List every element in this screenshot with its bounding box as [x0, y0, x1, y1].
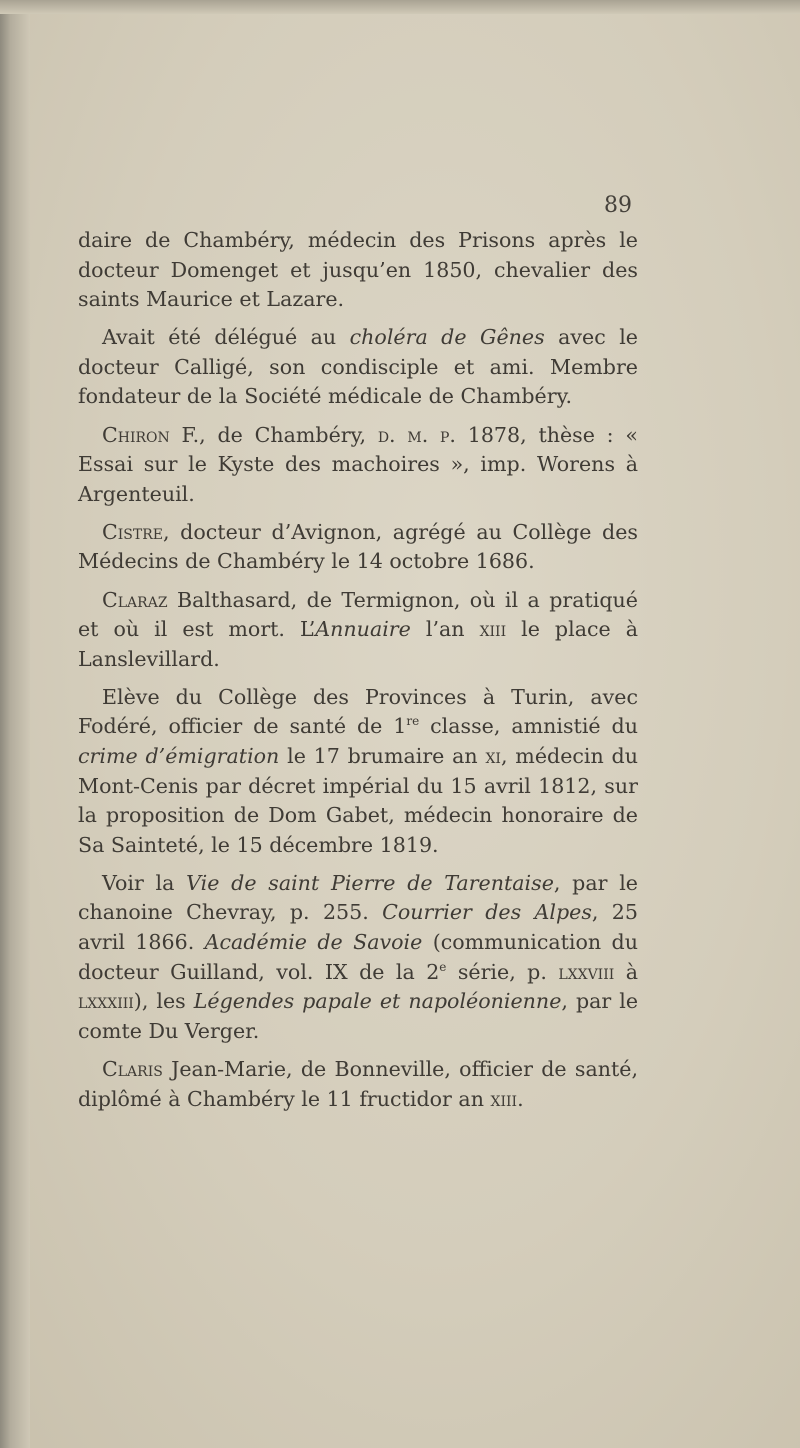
surname-claris: Claris: [102, 1056, 163, 1081]
surname-chiron: Chiron: [102, 422, 170, 447]
page-top-edge: [0, 0, 800, 14]
year-xiii: xiii: [479, 617, 507, 642]
superscript-re: re: [406, 714, 420, 729]
degree-abbrev: d. m. p.: [377, 422, 456, 447]
italic-legendes: Légendes papale et napoléonienne: [193, 989, 562, 1014]
italic-annuaire: Annuaire: [315, 617, 411, 642]
page-lxxxiii: lxxxiii: [78, 989, 134, 1014]
entry-chiron: Chiron F., de Chambéry, d. m. p. 1878, thèse : « Essai sur le Kyste des machoires », imp. Worens à Argenteuil.: [78, 422, 638, 506]
italic-academie-de-savoie: Académie de Savoie: [204, 930, 423, 955]
paragraph-cholera-delegation: Avait été délégué au choléra de Gênes avec le docteur Calligé, son condisciple et ami. Membre fondateur de la Société médicale de Chambéry.: [78, 325, 638, 409]
italic-courrier-des-alpes: Courrier des Alpes: [382, 900, 592, 925]
year-xi: xi: [485, 744, 501, 768]
entry-claraz: Claraz Balthasard, de Termignon, où il a pratiqué et où il est mort. L’Annuaire l’an xiii le place à Lanslevillard.: [78, 587, 638, 671]
italic-vie-de-saint-pierre: Vie de saint Pierre de Tarentaise: [186, 870, 554, 895]
superscript-e: e: [439, 959, 447, 974]
surname-cistre: Cistre: [102, 519, 163, 544]
page-lxxviii: lxxviii: [558, 959, 615, 984]
entry-claris: Claris Jean-Marie, de Bonneville, officier de santé, diplômé à Chambéry le 11 fructidor an xiii.: [78, 1056, 638, 1111]
surname-claraz: Claraz: [102, 587, 168, 612]
page-number: 89: [604, 193, 632, 218]
year-xiii-claris: xiii: [490, 1086, 518, 1111]
paragraph-claraz-career: Elève du Collège des Provinces à Turin, avec Fodéré, officier de santé de 1re classe, amnistié du crime d’émigration le 17 brumaire an xi, médecin du Mont-Cenis par décret impérial du 15 avril 1812, sur la proposition de Dom Gabet, médecin honoraire de Sa Sainteté, le 15 décembre 1819.: [78, 684, 638, 857]
binding-shadow: [0, 0, 30, 1448]
paragraph-prisons-continuation: daire de Chambéry, médecin des Prisons après le docteur Domenget et jusqu’en 1850, chevalier des saints Maurice et Lazare.: [78, 228, 638, 312]
italic-crime-d-emigration: crime d’émigration: [78, 744, 280, 768]
entry-cistre: Cistre, docteur d’Avignon, agrégé au Collège des Médecins de Chambéry le 14 octobre 1686.: [78, 519, 638, 574]
body-text: [78, 226, 638, 1123]
italic-cholera-de-genes: choléra de Gênes: [349, 325, 545, 350]
paragraph-claraz-references: Voir la Vie de saint Pierre de Tarentaise, par le chanoine Chevray, p. 255. Courrier des Alpes, 25 avril 1866. Académie de Savoie (communication du docteur Guilland, vol. IX de la 2e série, p. lxxviii à lxxxiii), les Légendes papale et napoléonienne, par le comte Du Verger.: [78, 870, 639, 1043]
